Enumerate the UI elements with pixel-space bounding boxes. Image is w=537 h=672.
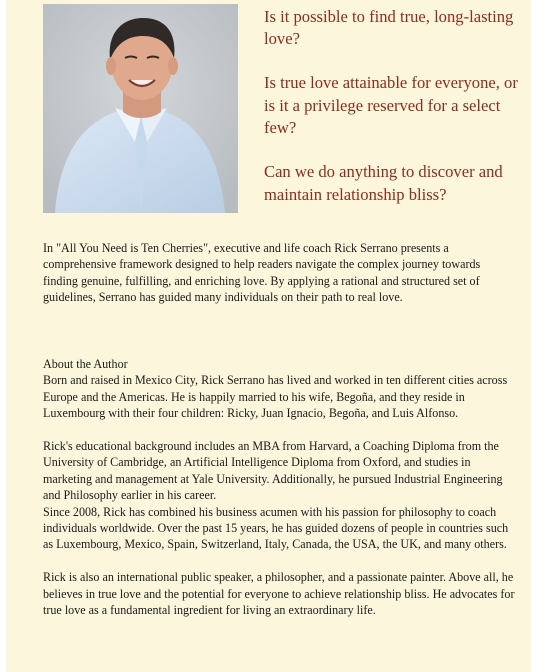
about-the-author [43,356,515,618]
question-3: Can we do anything to discover and maintain relationship bliss? [264,162,503,204]
author-paragraph-4: Rick is also an international public speaker, a philosopher, and a passionate painter. Above all, he believes in true love and the potential for everyone to achieve relationship bliss. He advocates for true love as a fundamental ingredient for living an extraordinary life. [43,570,515,618]
paragraph-spacer [43,553,515,569]
author-paragraph-3: Since 2008, Rick has combined his business acumen with his passion for philosophy to coach individuals worldwide. Over the past 15 years, he has guided dozens of people in countries such as Luxembourg, Mexico, Spain, Switzerland, Italy, Canada, the USA, the UK, and many others. [43,504,509,552]
intro-paragraph: In "All You Need is Ten Cherries", executive and life coach Rick Serrano presents a comprehensive framework designed to help readers navigate the complex journey towards finding genuine, fulfilling, and enriching love. By applying a rational and structured set of guidelines, Serrano has guided many individuals on their path to real love. [43,241,481,305]
author-paragraph-1: Born and raised in Mexico City, Rick Serrano has lived and worked in ten different cities across Europe and the Americas. He is happily married to his wife, Begoña, and they reside in Luxembourg with their four children: Ricky, Juan Ignacio, Begoña, and Luis Alfonso. [43,373,508,421]
question-2: Is true love attainable for everyone, or is it a privilege reserved for a select few? [264,73,518,138]
teaser-questions [264,6,526,228]
book-description [43,240,515,306]
paragraph-spacer [43,422,515,438]
book-back-cover [6,0,531,672]
about-heading: About the Author [43,357,128,371]
author-paragraph-2: Rick's educational background includes an MBA from Harvard, a Coaching Diploma from the University of Cambridge, an Artificial Intelligence Diploma from Oxford, and studies in marketing and management at Yale University. Additionally, he pursued Industrial Engineering and Philosophy earlier in his career. [43,439,503,503]
author-photo [43,4,238,213]
question-1: Is it possible to find true, long-lasting love? [264,7,514,49]
right-margin [531,0,537,672]
